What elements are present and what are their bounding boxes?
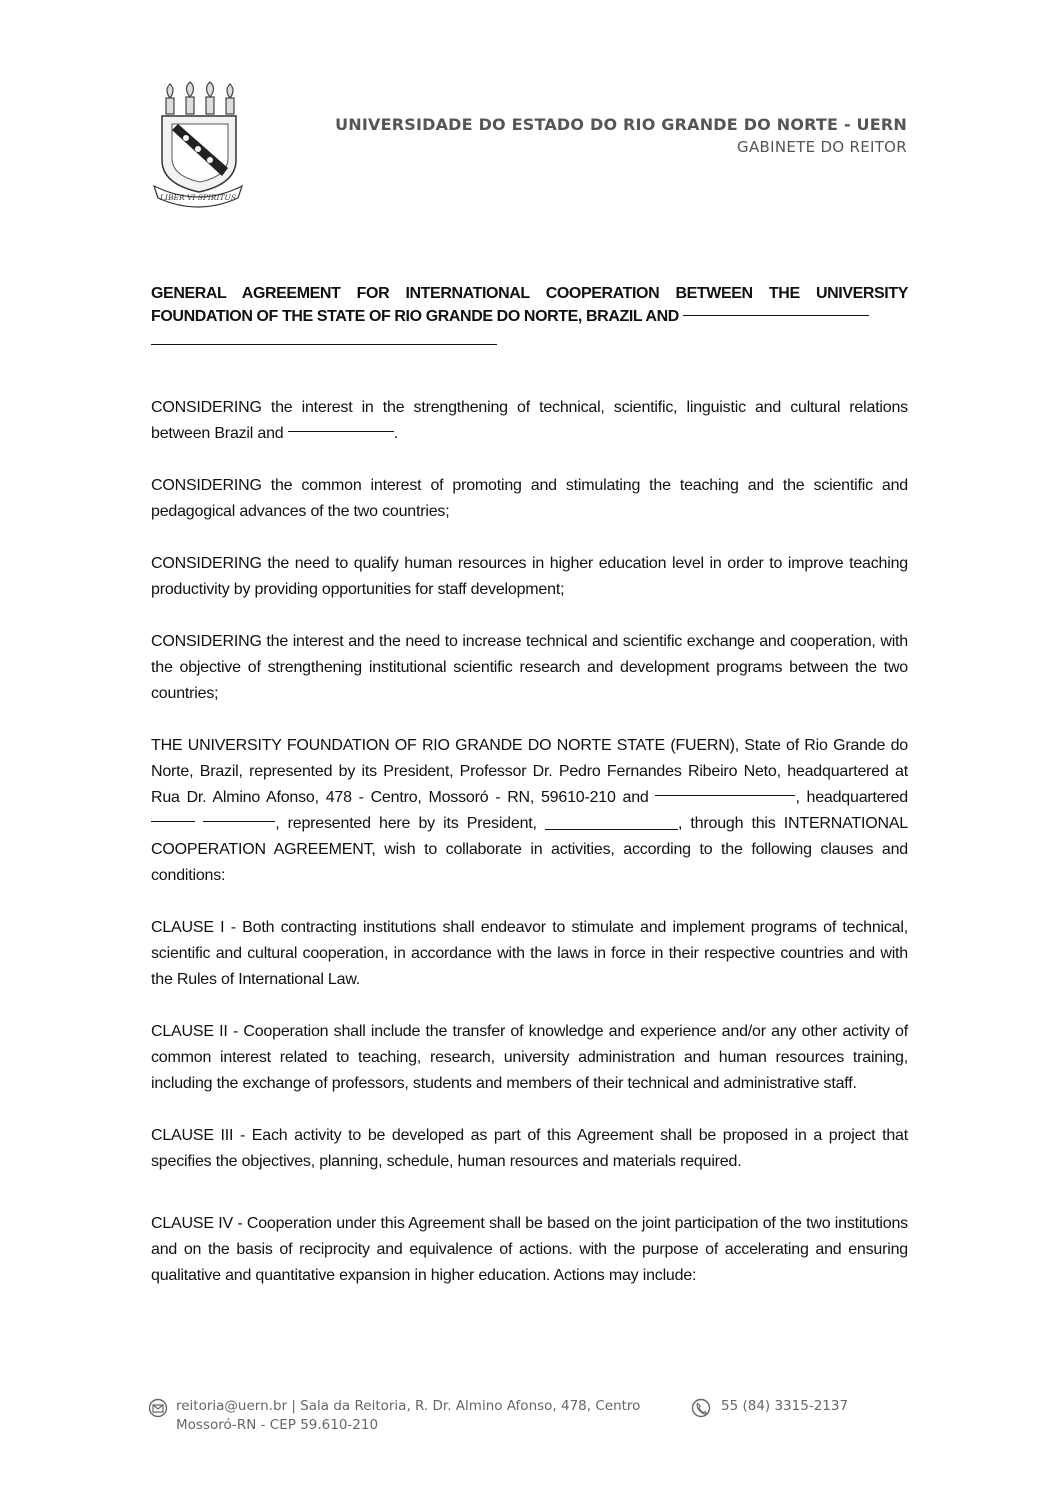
p5-text-d: , through this INTERNATIONAL COOPERATION AGREEMENT, wish to collaborate in activities, according to the following clauses and conditions: <box>151 815 909 884</box>
uern-logo <box>148 80 248 212</box>
address-blank-1 <box>151 821 195 822</box>
paragraph-considering-1 <box>151 395 908 447</box>
country-blank <box>288 431 394 432</box>
footer-address <box>148 1397 640 1435</box>
footer-phone-number: 55 (84) 3315-2137 <box>721 1398 849 1414</box>
footer-address-line-2: Mossoró-RN - CEP 59.610-210 <box>176 1417 379 1433</box>
clause-3: CLAUSE III - Each activity to be developed as part of this Agreement shall be proposed in a project that specifies the objectives, planning, schedule, human resources and materials required. <box>151 1127 908 1170</box>
president-blank <box>545 829 678 830</box>
phone-icon <box>691 1398 711 1418</box>
paragraph-parties <box>151 733 908 889</box>
footer-phone <box>691 1397 848 1416</box>
paragraph-considering-2: CONSIDERING the common interest of promoting and stimulating the teaching and the scientific and pedagogical advances of the two countries; <box>151 477 908 520</box>
clause-4: CLAUSE IV - Cooperation under this Agreement shall be based on the joint participation of the two institutions and on the basis of reciprocity and equivalence of actions. with the purpose of accelerating and ensuring qualitative and quantitative expansion in higher education. Actions may include: <box>151 1215 908 1284</box>
p1-end: . <box>393 425 398 442</box>
paragraph-considering-4: CONSIDERING the interest and the need to increase technical and scientific exchange and cooperation, with the objective of strengthening institutional scientific research and development programs between the two countries; <box>151 633 908 702</box>
agreement-title <box>151 282 908 328</box>
logo-motto: LIBER VI SPIRITUS <box>160 193 236 202</box>
document-body <box>151 282 908 1289</box>
footer-address-line-1: reitoria@uern.br | Sala da Reitoria, R. Dr. Almino Afonso, 478, Centro <box>176 1398 641 1414</box>
p5-text-b: , headquartered <box>795 789 908 806</box>
letterhead <box>335 115 907 156</box>
address-blank-2 <box>203 821 275 822</box>
office-name: GABINETE DO REITOR <box>737 138 907 156</box>
email-icon <box>148 1398 168 1418</box>
p1-text: CONSIDERING the interest in the strengthening of technical, scientific, linguistic and cultural relations between Brazil and <box>151 399 908 442</box>
clause-2: CLAUSE II - Cooperation shall include the transfer of knowledge and experience and/or any other activity of common interest related to teaching, research, university administration and human resources training, including the exchange of professors, students and members of their technical and administrative staff. <box>151 1023 908 1092</box>
p5-text-a: THE UNIVERSITY FOUNDATION OF RIO GRANDE DO NORTE STATE (FUERN), State of Rio Grande do Norte, Brazil, represented by its President, Professor Dr. Pedro Fernandes Ribeiro Neto, headquartered at Rua Dr. Almino Afonso, 478 - Centro, Mossoró - RN, 59610-210 and <box>151 737 908 806</box>
paragraph-considering-3: CONSIDERING the need to qualify human resources in higher education level in order to improve teaching productivity by providing opportunities for staff development; <box>151 555 908 598</box>
institution-blank <box>655 795 795 796</box>
clause-1: CLAUSE I - Both contracting institutions shall endeavor to stimulate and implement programs of technical, scientific and cultural cooperation, in accordance with the laws in force in their respective countries and with the Rules of International Law. <box>151 919 908 988</box>
title-blank <box>683 315 869 316</box>
agreement-title-text: GENERAL AGREEMENT FOR INTERNATIONAL COOPERATION BETWEEN THE UNIVERSITY FOUNDATION OF THE STATE OF RIO GRANDE DO NORTE, BRAZIL AND <box>151 285 908 325</box>
university-name: UNIVERSIDADE DO ESTADO DO RIO GRANDE DO NORTE - UERN <box>335 115 907 134</box>
p5-text-c: , represented here by its President, <box>275 815 537 832</box>
